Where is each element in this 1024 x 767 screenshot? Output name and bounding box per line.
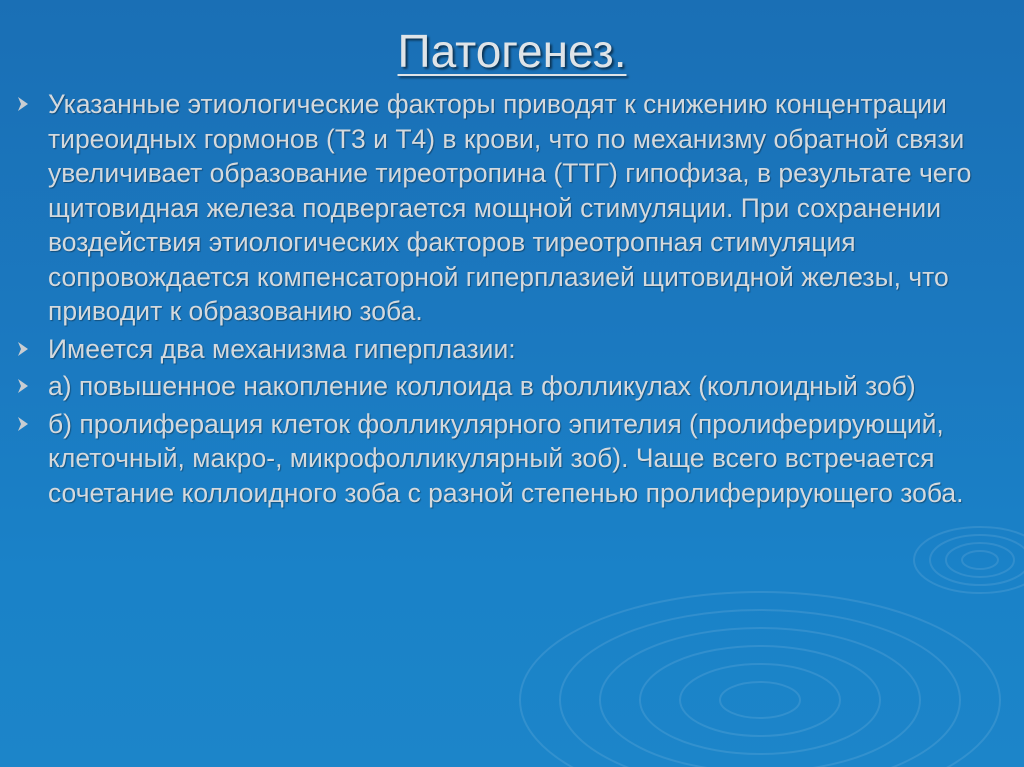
chevron-right-icon xyxy=(14,95,32,113)
bullet-item xyxy=(14,332,1018,367)
slide-title: Патогенез. xyxy=(397,25,627,77)
bullet-item xyxy=(14,407,1018,511)
chevron-right-icon xyxy=(14,377,32,395)
bullet-item xyxy=(14,87,1018,329)
bullet-text: б) пролиферация клеток фолликулярного эпителия (пролиферирующий, клеточный, макро-, микрофолликулярный зоб). Чаще всего встречается сочетание коллоидного зоба с разной степенью пролиферирующего зоба. xyxy=(48,408,964,508)
bullet-text: Указанные этиологические факторы приводят к снижению концентрации тиреоидных гормонов (Т3 и Т4) в крови, что по механизму обратной связи увеличивает образование тиреотропина (ТТГ) гипофиза, в результате чего щитовидная железа подвергается мощной стимуляции. При сохранении воздействия этиологических факторов тиреотропная стимуляция сопровождается компенсаторной гиперплазией щитовидной железы, что приводит к образованию зоба. xyxy=(48,89,972,326)
chevron-right-icon xyxy=(14,340,32,358)
bullet-item xyxy=(14,369,1018,404)
bullet-list xyxy=(14,87,1018,513)
bullet-text: Имеется два механизма гиперплазии: xyxy=(48,333,516,364)
chevron-right-icon xyxy=(14,415,32,433)
bullet-text: а) повышенное накопление коллоида в фолликулах (коллоидный зоб) xyxy=(48,371,916,401)
